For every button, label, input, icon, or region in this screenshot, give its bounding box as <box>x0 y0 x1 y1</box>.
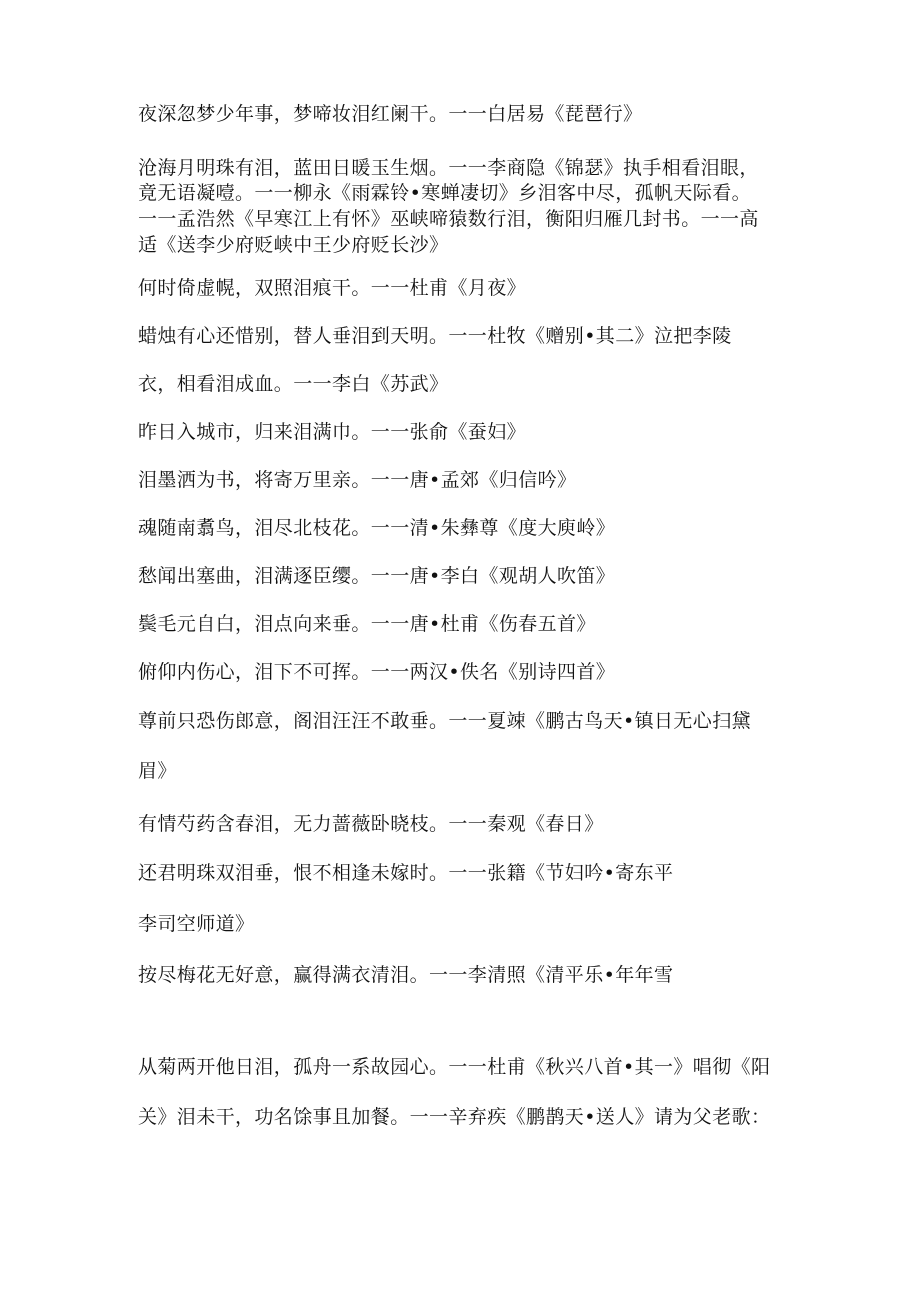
text-line: 俯仰内伤心，泪下不可挥。一一两汉•佚名《别诗四首》 <box>138 661 616 683</box>
text-line: 有情芍药含春泪，无力蔷薇卧晓枝。一一秦观《春日》 <box>138 813 604 835</box>
text-line: 昨日入城市，归来泪满巾。一一张俞《蚕妇》 <box>138 421 527 443</box>
text-line: 尊前只恐伤郎意，阁泪汪汪不敢垂。一一夏竦《鹏古鸟天•镇日无心扫黛 <box>138 710 752 732</box>
text-line: 眉》 <box>138 760 177 782</box>
text-line: 按尽梅花无好意，赢得满衣清泪。一一李清照《清平乐•年年雪 <box>138 964 674 986</box>
text-line: 一一孟浩然《早寒江上有怀》巫峡啼猿数行泪，衡阳归雁几封书。一一高 <box>138 208 759 230</box>
text-line: 愁闻出塞曲，泪满逐臣缨。一一唐•李白《观胡人吹笛》 <box>138 565 616 587</box>
text-line: 蜡烛有心还惜别，替人垂泪到天明。一一杜牧《赠别•其二》泣把李陵 <box>138 325 732 347</box>
text-line: 竟无语凝噎。一一柳永《雨霖铃•寒蝉凄切》乡泪客中尽，孤帆天际看。 <box>138 182 752 204</box>
text-line: 衣，相看泪成血。一一李白《苏武》 <box>138 373 449 395</box>
text-line: 夜深忽梦少年事，梦啼妆泪红阑干。一一白居易《琵琶行》 <box>138 103 643 125</box>
text-line: 鬓毛元自白，泪点向来垂。一一唐•杜甫《伤春五首》 <box>138 613 596 635</box>
text-line: 沧海月明珠有泪，蓝田日暖玉生烟。一一李商隐《锦瑟》执手相看泪眼， <box>138 157 759 179</box>
text-line: 何时倚虚幌，双照泪痕干。一一杜甫《月夜》 <box>138 277 527 299</box>
text-line: 泪墨洒为书，将寄万里亲。一一唐•孟郊《归信吟》 <box>138 469 577 491</box>
text-line: 适《送李少府贬峡中王少府贬长沙》 <box>138 234 449 256</box>
text-line: 从菊两开他日泪，孤舟一系故园心。一一杜甫《秋兴八首•其一》唱彻《阳 <box>138 1056 771 1078</box>
text-line: 还君明珠双泪垂，恨不相逢未嫁时。一一张籍《节妇吟•寄东平 <box>138 862 674 884</box>
text-line: 魂随南翥鸟，泪尽北枝花。一一清•朱彝尊《度大庾岭》 <box>138 517 616 539</box>
text-line: 关》泪未干，功名馀事且加餐。一一辛弃疾《鹏鹊天•送人》请为父老歌： <box>138 1106 771 1128</box>
text-line: 李司空师道》 <box>138 913 255 935</box>
